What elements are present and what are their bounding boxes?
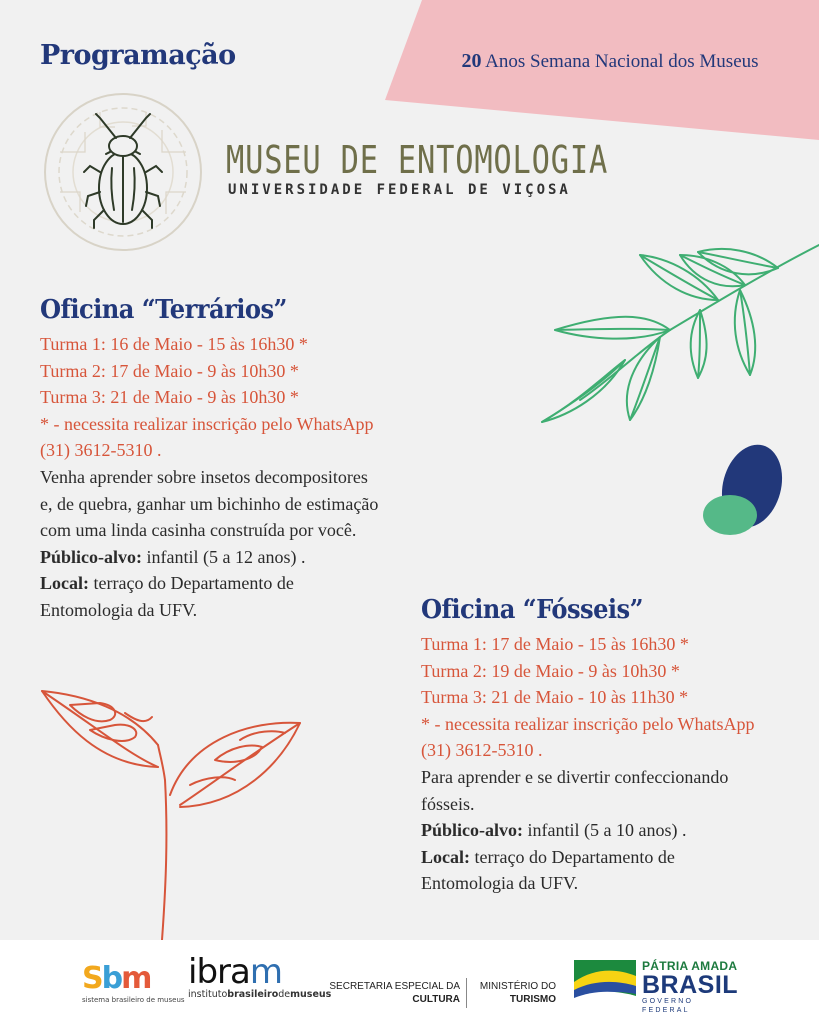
ibram-subtitle: [188, 989, 331, 1000]
brasil-text: [642, 960, 744, 1015]
location-label: Local:: [40, 573, 89, 594]
workshop-fosseis: [421, 595, 755, 897]
session-line: Turma 3: 21 de Maio - 10 às 11h30 *: [421, 687, 689, 708]
audience-value: infantil (5 a 10 anos) .: [523, 820, 687, 841]
session-line: Turma 1: 17 de Maio - 15 às 16h30 *: [421, 634, 689, 654]
edition-number: 20: [461, 50, 482, 72]
workshop-terrarios: [40, 295, 378, 624]
sbm-logo: [82, 961, 185, 1004]
session-line: Turma 1: 16 de Maio - 15 às 16h30 *: [40, 334, 308, 354]
audience-label: Público-alvo:: [40, 546, 142, 567]
session-line: Turma 2: 17 de Maio - 9 às 10h30 *: [40, 360, 299, 381]
registration-note: * - necessita realizar inscrição pelo WhatsApp: [421, 713, 755, 734]
ibram-logo: [188, 952, 332, 1000]
whatsapp-number: (31) 3612-5310 .: [40, 440, 162, 461]
secretaria-cultura: [322, 980, 460, 1006]
secretaria-line2: CULTURA: [412, 994, 460, 1005]
location-value: terraço do Departamento de: [89, 573, 294, 594]
brasil-flag-icon: [574, 960, 636, 1004]
secretaria-line1: SECRETARIA ESPECIAL DA: [329, 981, 460, 992]
ibram-logo-mark: [188, 952, 331, 992]
brasil-line1: PÁTRIA AMADA: [642, 959, 738, 973]
workshop-title: Oficina “Fósseis”: [421, 595, 643, 625]
ibram-sub-d: museus: [290, 989, 332, 1000]
location-line: [40, 570, 378, 597]
orange-sprout-icon: [40, 685, 310, 940]
description-line: fósseis.: [421, 793, 475, 814]
edition-banner: [430, 50, 790, 73]
museum-name: MUSEU DE ENTOMOLOGIA: [226, 138, 609, 182]
sbm-logo-mark: S b m: [82, 961, 151, 996]
ibram-logo-a: ibra: [188, 952, 250, 992]
location-line-2: Entomologia da UFV.: [40, 599, 198, 620]
audience-value: infantil (5 a 12 anos) .: [142, 546, 306, 567]
description-line: e, de quebra, ganhar um bichinho de estimação: [40, 493, 379, 514]
brasil-line3: GOVERNO FEDERAL: [642, 998, 694, 1014]
ibram-sub-a: instituto: [188, 989, 228, 1000]
page-title: Programação: [40, 40, 236, 71]
description-line: Venha aprender sobre insetos decompositores: [40, 466, 368, 487]
description-line: Para aprender e se divertir confeccionando: [421, 766, 729, 787]
ibram-sub-c: de: [278, 989, 291, 1000]
ministerio-line2: TURISMO: [509, 994, 556, 1005]
whatsapp-number: (31) 3612-5310 .: [421, 740, 543, 761]
ministerio-line1: MINISTÉRIO DO: [479, 981, 556, 992]
location-label: Local:: [421, 846, 470, 867]
audience-line: [421, 817, 755, 844]
green-leaf-branch-icon: [540, 240, 819, 440]
audience-line: [40, 544, 378, 571]
ibram-sub-b: brasileiro: [227, 989, 279, 1000]
footer-divider: [466, 978, 467, 1008]
audience-label: Público-alvo:: [421, 820, 523, 841]
registration-note: * - necessita realizar inscrição pelo WhatsApp: [40, 413, 374, 434]
description-line: com uma linda casinha construída por você.: [40, 520, 357, 541]
edition-text: Anos Semana Nacional dos Museus: [485, 51, 759, 72]
decorative-blobs-icon: [700, 442, 790, 542]
workshop-title: Oficina “Terrários”: [40, 295, 287, 325]
ibram-logo-b: m: [249, 952, 282, 992]
brasil-line2: BRASIL: [642, 971, 739, 999]
location-value: terraço do Departamento de: [470, 846, 675, 867]
session-line: Turma 3: 21 de Maio - 9 às 10h30 *: [40, 387, 299, 408]
beetle-seal-icon: [40, 92, 206, 252]
ministerio-turismo: [472, 980, 556, 1006]
session-line: Turma 2: 19 de Maio - 9 às 10h30 *: [421, 660, 680, 681]
museum-university: UNIVERSIDADE FEDERAL DE VIÇOSA: [228, 182, 571, 198]
location-line: [421, 844, 755, 871]
location-line-2: Entomologia da UFV.: [421, 873, 579, 894]
governo-federal-logo: [574, 959, 744, 1014]
sbm-subtitle: sistema brasileiro de museus: [82, 996, 185, 1004]
